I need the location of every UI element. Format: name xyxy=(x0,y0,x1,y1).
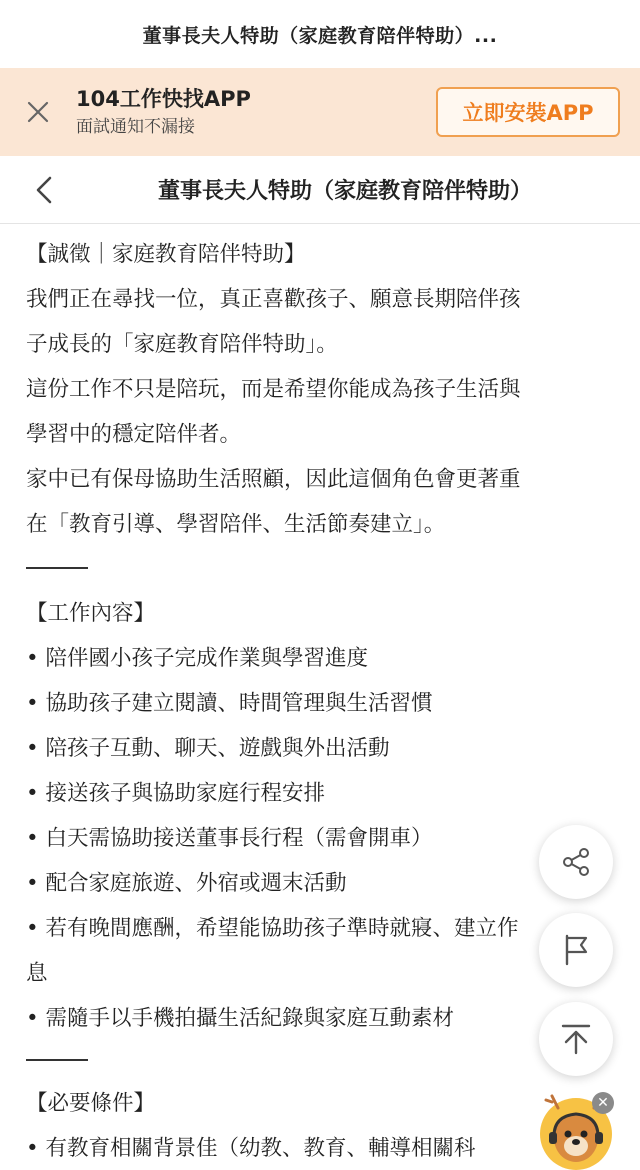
browser-title-bar xyxy=(0,0,640,68)
arrow-up-icon xyxy=(559,1022,593,1056)
chevron-left-icon xyxy=(33,175,55,205)
duty-item: • 陪伴國小孩子完成作業與學習進度 xyxy=(26,646,369,671)
duties-heading: 【工作內容】 xyxy=(26,601,156,626)
requirements-heading: 【必要條件】 xyxy=(26,1091,156,1116)
share-button[interactable] xyxy=(539,825,613,899)
section-divider xyxy=(26,567,88,569)
job-description xyxy=(26,232,616,1170)
app-install-banner xyxy=(0,68,640,156)
duty-item: • 陪孩子互動、聊天、遊戲與外出活動 xyxy=(26,736,390,761)
duty-item: • 白天需協助接送董事長行程（需會開車） xyxy=(26,826,433,851)
requirement-item: • 有教育相關背景佳（幼教、教育、輔導相關科 xyxy=(26,1136,476,1161)
duty-item: 息 xyxy=(26,961,48,986)
intro-line: 這份工作不只是陪玩，而是希望你能成為孩子生活與 xyxy=(26,377,521,402)
intro-line: 在「教育引導、學習陪伴、生活節奏建立」。 xyxy=(26,512,446,537)
banner-subtitle: 面試通知不漏接 xyxy=(76,117,195,137)
back-button[interactable] xyxy=(26,172,62,208)
intro-line: 家中已有保母協助生活照顧，因此這個角色會更著重 xyxy=(26,467,521,492)
browser-title: 董事長夫人特助（家庭教育陪伴特助）... xyxy=(142,24,498,47)
banner-close-button[interactable] xyxy=(0,68,76,156)
install-app-button[interactable]: 立即安裝APP xyxy=(436,87,620,137)
banner-title: 104工作快找APP xyxy=(76,87,251,111)
section-divider xyxy=(26,1059,88,1061)
share-icon xyxy=(560,846,592,878)
page-title: 董事長夫人特助（家庭教育陪伴特助） xyxy=(157,179,532,204)
duty-item: • 配合家庭旅遊、外宿或週末活動 xyxy=(26,871,347,896)
intro-line: 子成長的「家庭教育陪伴特助」。 xyxy=(26,332,338,357)
duty-item: • 若有晚間應酬，希望能協助孩子準時就寢、建立作 xyxy=(26,916,519,941)
back-to-top-button[interactable] xyxy=(539,1002,613,1076)
intro-line: 【誠徵｜家庭教育陪伴特助】 xyxy=(26,242,306,267)
duty-item: • 需隨手以手機拍攝生活紀錄與家庭互動素材 xyxy=(26,1006,455,1031)
mascot-close-button[interactable]: ✕ xyxy=(592,1092,614,1114)
flag-icon xyxy=(560,933,592,967)
duty-item: • 協助孩子建立閱讀、時間管理與生活習慣 xyxy=(26,691,433,716)
intro-line: 學習中的穩定陪伴者。 xyxy=(26,422,242,447)
nav-bar xyxy=(0,156,640,224)
report-button[interactable] xyxy=(539,913,613,987)
intro-line: 我們正在尋找一位，真正喜歡孩子、願意長期陪伴孩 xyxy=(26,287,521,312)
close-icon xyxy=(26,100,50,124)
duty-item: • 接送孩子與協助家庭行程安排 xyxy=(26,781,326,806)
